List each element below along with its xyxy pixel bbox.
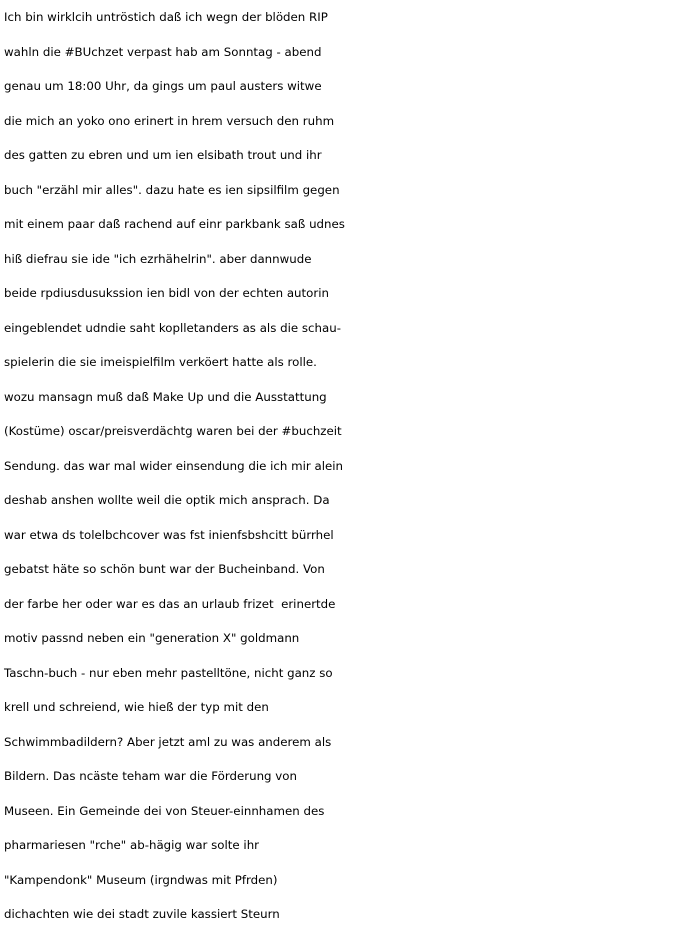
text-line-4: die mich an yoko ono erinert in hrem versuch den ruhm (4, 113, 335, 128)
text-line-21: krell und schreiend, wie hieß der typ mit den (4, 700, 269, 714)
text-line-10: eingeblendet udndie saht koplletanders as als die schau- (4, 320, 341, 335)
document-text (4, 0, 684, 932)
text-line-23: Bildern. Das ncäste teham war die Förderung von (4, 769, 297, 783)
text-line-24: Museen. Ein Gemeinde dei von Steuer-einnhamen des (4, 803, 325, 818)
text-line-7: mit einem paar daß rachend auf einr parkbank saß udnes (4, 217, 345, 231)
text-line-15: deshab anshen wollte weil die optik mich ansprach. Da (4, 493, 330, 507)
text-line-20: Taschn-buch - nur eben mehr pastelltöne, nicht ganz so (4, 665, 333, 680)
text-line-26: "Kampendonk" Museum (irgndwas mit Pfrden) (4, 872, 278, 887)
text-line-8: hiß diefrau sie ide "ich ezrhähelrin". aber dannwude (4, 251, 312, 266)
text-line-16: war etwa ds tolelbchcover was fst inienfsbshcitt bürrhel (4, 527, 334, 542)
text-line-5: des gatten zu ebren und um ien elsibath trout und ihr (4, 148, 322, 162)
text-line-2: wahln die #BUchzet verpast hab am Sonntag - abend (4, 44, 322, 59)
text-line-11: spielerin die sie imeispielfilm verköert hatte als rolle. (4, 355, 317, 369)
text-line-22: Schwimmbadildern? Aber jetzt aml zu was anderem als (4, 734, 332, 749)
text-line-27: dichachten wie dei stadt zuvile kassiert Steurn (4, 907, 280, 921)
text-line-13: (Kostüme) oscar/preisverdächtg waren bei der #buchzeit (4, 424, 342, 438)
text-line-12: wozu mansagn muß daß Make Up und die Ausstattung (4, 389, 327, 404)
text-line-17: gebatst häte so schön bunt war der Bucheinband. Von (4, 562, 325, 576)
text-line-6: buch "erzähl mir alles". dazu hate es ien sipsilfilm gegen (4, 182, 340, 197)
text-line-14: Sendung. das war mal wider einsendung die ich mir alein (4, 458, 343, 473)
text-line-9: beide rpdiusdusukssion ien bidl von der echten autorin (4, 286, 329, 300)
text-line-1: Ich bin wirklcih untröstich daß ich wegn der blöden RIP (4, 10, 328, 24)
text-line-19: motiv passnd neben ein "generation X" goldmann (4, 631, 300, 645)
text-line-3: genau um 18:00 Uhr, da gings um paul austers witwe (4, 79, 322, 93)
text-line-25: pharmariesen "rche" ab-hägig war solte ihr (4, 838, 260, 852)
text-line-18: der farbe her oder war es das an urlaub frizet erinertde (4, 596, 336, 611)
